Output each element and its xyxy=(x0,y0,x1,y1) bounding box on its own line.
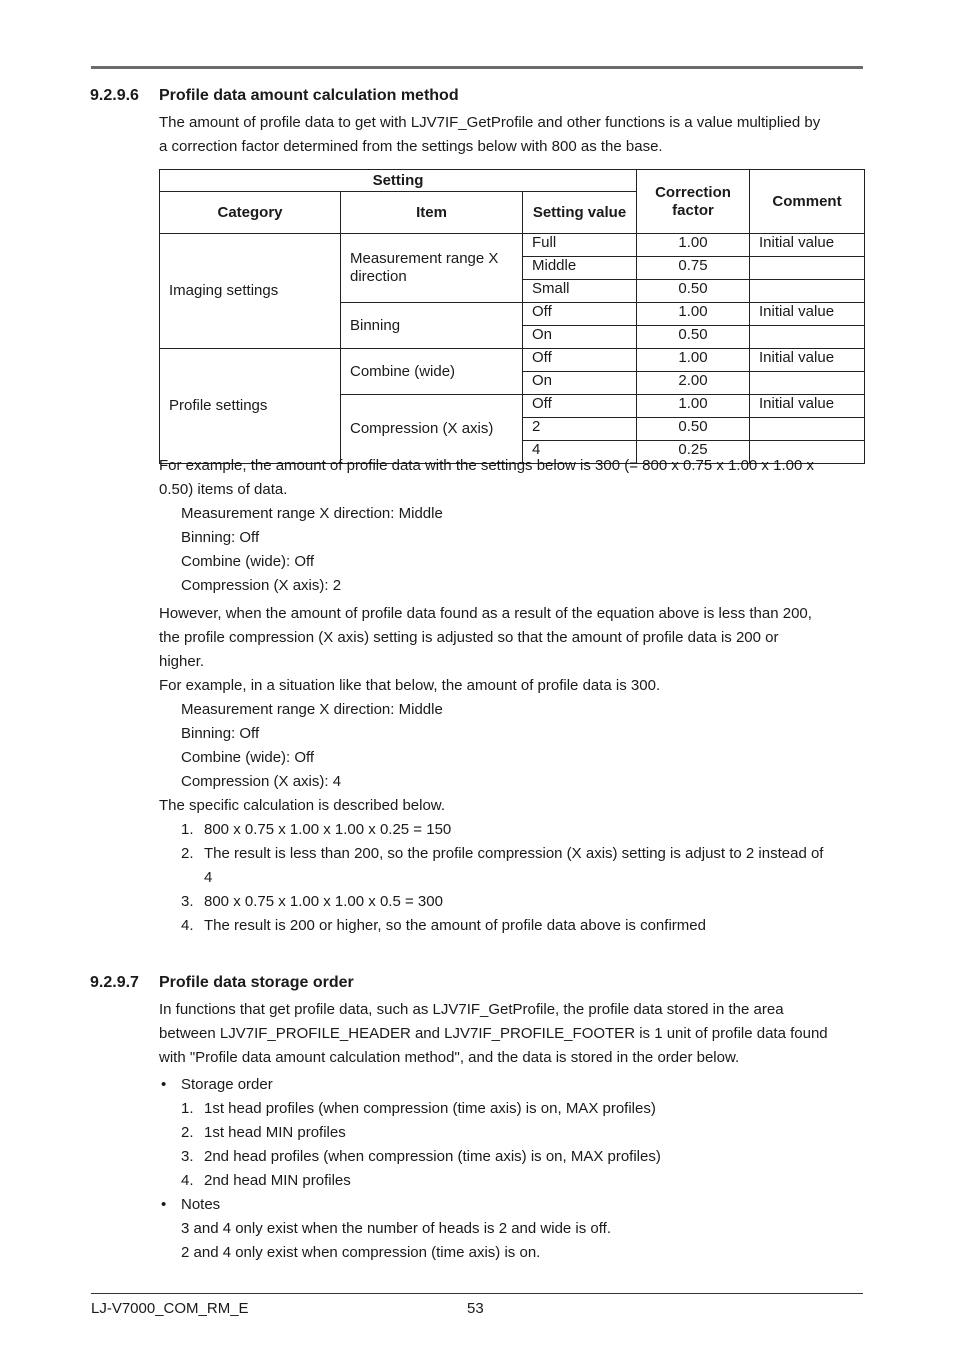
example1-settings xyxy=(181,502,443,598)
footer-page-number: 53 xyxy=(467,1300,484,1317)
item-cell: Compression (X axis) xyxy=(341,395,523,464)
category-cell: Profile settings xyxy=(160,349,341,464)
section-heading-calc xyxy=(90,87,459,105)
setting-value-cell: On xyxy=(523,326,637,349)
storage-order-list xyxy=(181,1097,864,1193)
item-text: 2nd head profiles (when compression (time axis) is on, MAX profiles) xyxy=(204,1148,661,1165)
intro-paragraph xyxy=(159,111,864,159)
setting-line: Binning: Off xyxy=(181,529,260,546)
example1-paragraph xyxy=(159,454,864,502)
note-line: 2 and 4 only exist when compression (time axis) is on. xyxy=(181,1244,541,1261)
storage-paragraph xyxy=(159,998,864,1070)
comment-cell: Initial value xyxy=(750,234,865,257)
header-setting: Setting xyxy=(160,170,637,192)
list-item xyxy=(181,818,864,842)
notes-text xyxy=(181,1217,611,1265)
setting-value-cell: Off xyxy=(523,349,637,372)
factor-cell: 1.00 xyxy=(637,234,750,257)
list-item xyxy=(181,1169,864,1193)
setting-value-cell: Off xyxy=(523,303,637,326)
setting-value-cell: 4 xyxy=(523,441,637,464)
category-cell: Imaging settings xyxy=(160,234,341,349)
item-text: The result is less than 200, so the profile compression (X axis) setting is adjust to 2 instead of xyxy=(204,845,824,862)
list-item-continuation xyxy=(181,866,864,890)
comment-cell xyxy=(750,257,865,280)
bullet-storage-order xyxy=(159,1073,273,1097)
bullet-notes xyxy=(159,1193,220,1217)
header-category: Category xyxy=(160,192,341,234)
factor-cell: 1.00 xyxy=(637,395,750,418)
item-cell: Combine (wide) xyxy=(341,349,523,395)
text-line: In functions that get profile data, such as LJV7IF_GetProfile, the profile data stored in the area xyxy=(159,1001,784,1018)
item-text: 1st head MIN profiles xyxy=(204,1124,346,1141)
list-item xyxy=(181,1097,864,1121)
item-number: 1. xyxy=(181,1100,194,1117)
item-number: 3. xyxy=(181,1148,194,1165)
bullet-text: Notes xyxy=(181,1196,221,1213)
list-item xyxy=(181,890,864,914)
item-number: 4. xyxy=(181,1172,194,1189)
comment-cell: Initial value xyxy=(750,349,865,372)
item-text: The result is 200 or higher, so the amount of profile data above is confirmed xyxy=(204,917,706,934)
item-number: 3. xyxy=(181,893,194,910)
factor-cell: 0.25 xyxy=(637,441,750,464)
list-item xyxy=(181,914,864,938)
list-item xyxy=(181,1145,864,1169)
comment-cell xyxy=(750,280,865,303)
header-correction-factor: Correction factor xyxy=(637,170,750,234)
text-line: For example, the amount of profile data with the settings below is 300 (= 800 x 0.75 x 1.00 x 1.00 x xyxy=(159,457,814,474)
factor-cell: 0.75 xyxy=(637,257,750,280)
comment-cell xyxy=(750,326,865,349)
item-number: 4. xyxy=(181,917,194,934)
bullet-text: Storage order xyxy=(181,1076,273,1093)
item-text: 4 xyxy=(204,869,213,886)
list-item xyxy=(181,842,864,866)
item-text: 1st head profiles (when compression (time axis) is on, MAX profiles) xyxy=(204,1100,656,1117)
comment-cell: Initial value xyxy=(750,303,865,326)
calc-intro: The specific calculation is described below. xyxy=(159,797,445,814)
header-setting-value: Setting value xyxy=(523,192,637,234)
example2-settings xyxy=(181,698,443,794)
header-item: Item xyxy=(341,192,523,234)
text-line: between LJV7IF_PROFILE_HEADER and LJV7IF_PROFILE_FOOTER is 1 unit of profile data found xyxy=(159,1025,828,1042)
item-number: 1. xyxy=(181,821,194,838)
item-text: 2nd head MIN profiles xyxy=(204,1172,351,1189)
section-title: Profile data storage order xyxy=(159,974,354,991)
footer-rule xyxy=(91,1293,863,1294)
setting-value-cell: Off xyxy=(523,395,637,418)
intro-line: The amount of profile data to get with LJV7IF_GetProfile and other functions is a value multiplied by xyxy=(159,114,821,131)
calc-steps-list xyxy=(181,818,864,938)
section-number: 9.2.9.7 xyxy=(90,974,139,991)
table-row xyxy=(160,234,865,257)
note-line: 3 and 4 only exist when the number of heads is 2 and wide is off. xyxy=(181,1220,611,1237)
section-title: Profile data amount calculation method xyxy=(159,87,459,104)
bullet-icon: • xyxy=(161,1076,167,1093)
correction-factor-table xyxy=(159,169,865,464)
setting-line: Binning: Off xyxy=(181,725,260,742)
setting-line: Measurement range X direction: Middle xyxy=(181,505,443,522)
setting-line: Compression (X axis): 4 xyxy=(181,773,342,790)
header-rule xyxy=(91,66,863,69)
item-number: 2. xyxy=(181,1124,194,1141)
factor-cell: 0.50 xyxy=(637,326,750,349)
bullet-icon: • xyxy=(161,1196,167,1213)
item-text: 800 x 0.75 x 1.00 x 1.00 x 0.25 = 150 xyxy=(204,821,452,838)
section-heading-storage xyxy=(90,974,354,992)
text-line: the profile compression (X axis) setting is adjusted so that the amount of profile data is 200 or xyxy=(159,629,779,646)
item-cell: Binning xyxy=(341,303,523,349)
setting-line: Combine (wide): Off xyxy=(181,553,315,570)
setting-value-cell: Full xyxy=(523,234,637,257)
text-line: However, when the amount of profile data found as a result of the equation above is less than 200, xyxy=(159,605,812,622)
item-cell: Measurement range X direction xyxy=(341,234,523,303)
setting-line: Measurement range X direction: Middle xyxy=(181,701,443,718)
factor-cell: 1.00 xyxy=(637,349,750,372)
comment-cell xyxy=(750,372,865,395)
intro-line: a correction factor determined from the settings below with 800 as the base. xyxy=(159,138,663,155)
setting-line: Compression (X axis): 2 xyxy=(181,577,342,594)
section-number: 9.2.9.6 xyxy=(90,87,139,104)
list-item xyxy=(181,1121,864,1145)
setting-value-cell: 2 xyxy=(523,418,637,441)
factor-cell: 2.00 xyxy=(637,372,750,395)
footer-doc-id: LJ-V7000_COM_RM_E xyxy=(91,1300,249,1317)
text-line: higher. xyxy=(159,653,205,670)
setting-value-cell: On xyxy=(523,372,637,395)
factor-cell: 1.00 xyxy=(637,303,750,326)
table-row xyxy=(160,349,865,372)
item-number: 2. xyxy=(181,845,194,862)
text-line: with "Profile data amount calculation method", and the data is stored in the order below. xyxy=(159,1049,740,1066)
text-line: For example, in a situation like that below, the amount of profile data is 300. xyxy=(159,677,661,694)
setting-line: Combine (wide): Off xyxy=(181,749,315,766)
setting-value-cell: Middle xyxy=(523,257,637,280)
item-text: 800 x 0.75 x 1.00 x 1.00 x 0.5 = 300 xyxy=(204,893,443,910)
comment-cell xyxy=(750,418,865,441)
factor-cell: 0.50 xyxy=(637,280,750,303)
comment-cell: Initial value xyxy=(750,395,865,418)
factor-cell: 0.50 xyxy=(637,418,750,441)
header-comment: Comment xyxy=(750,170,865,234)
setting-value-cell: Small xyxy=(523,280,637,303)
however-paragraph xyxy=(159,602,864,698)
text-line: 0.50) items of data. xyxy=(159,481,288,498)
